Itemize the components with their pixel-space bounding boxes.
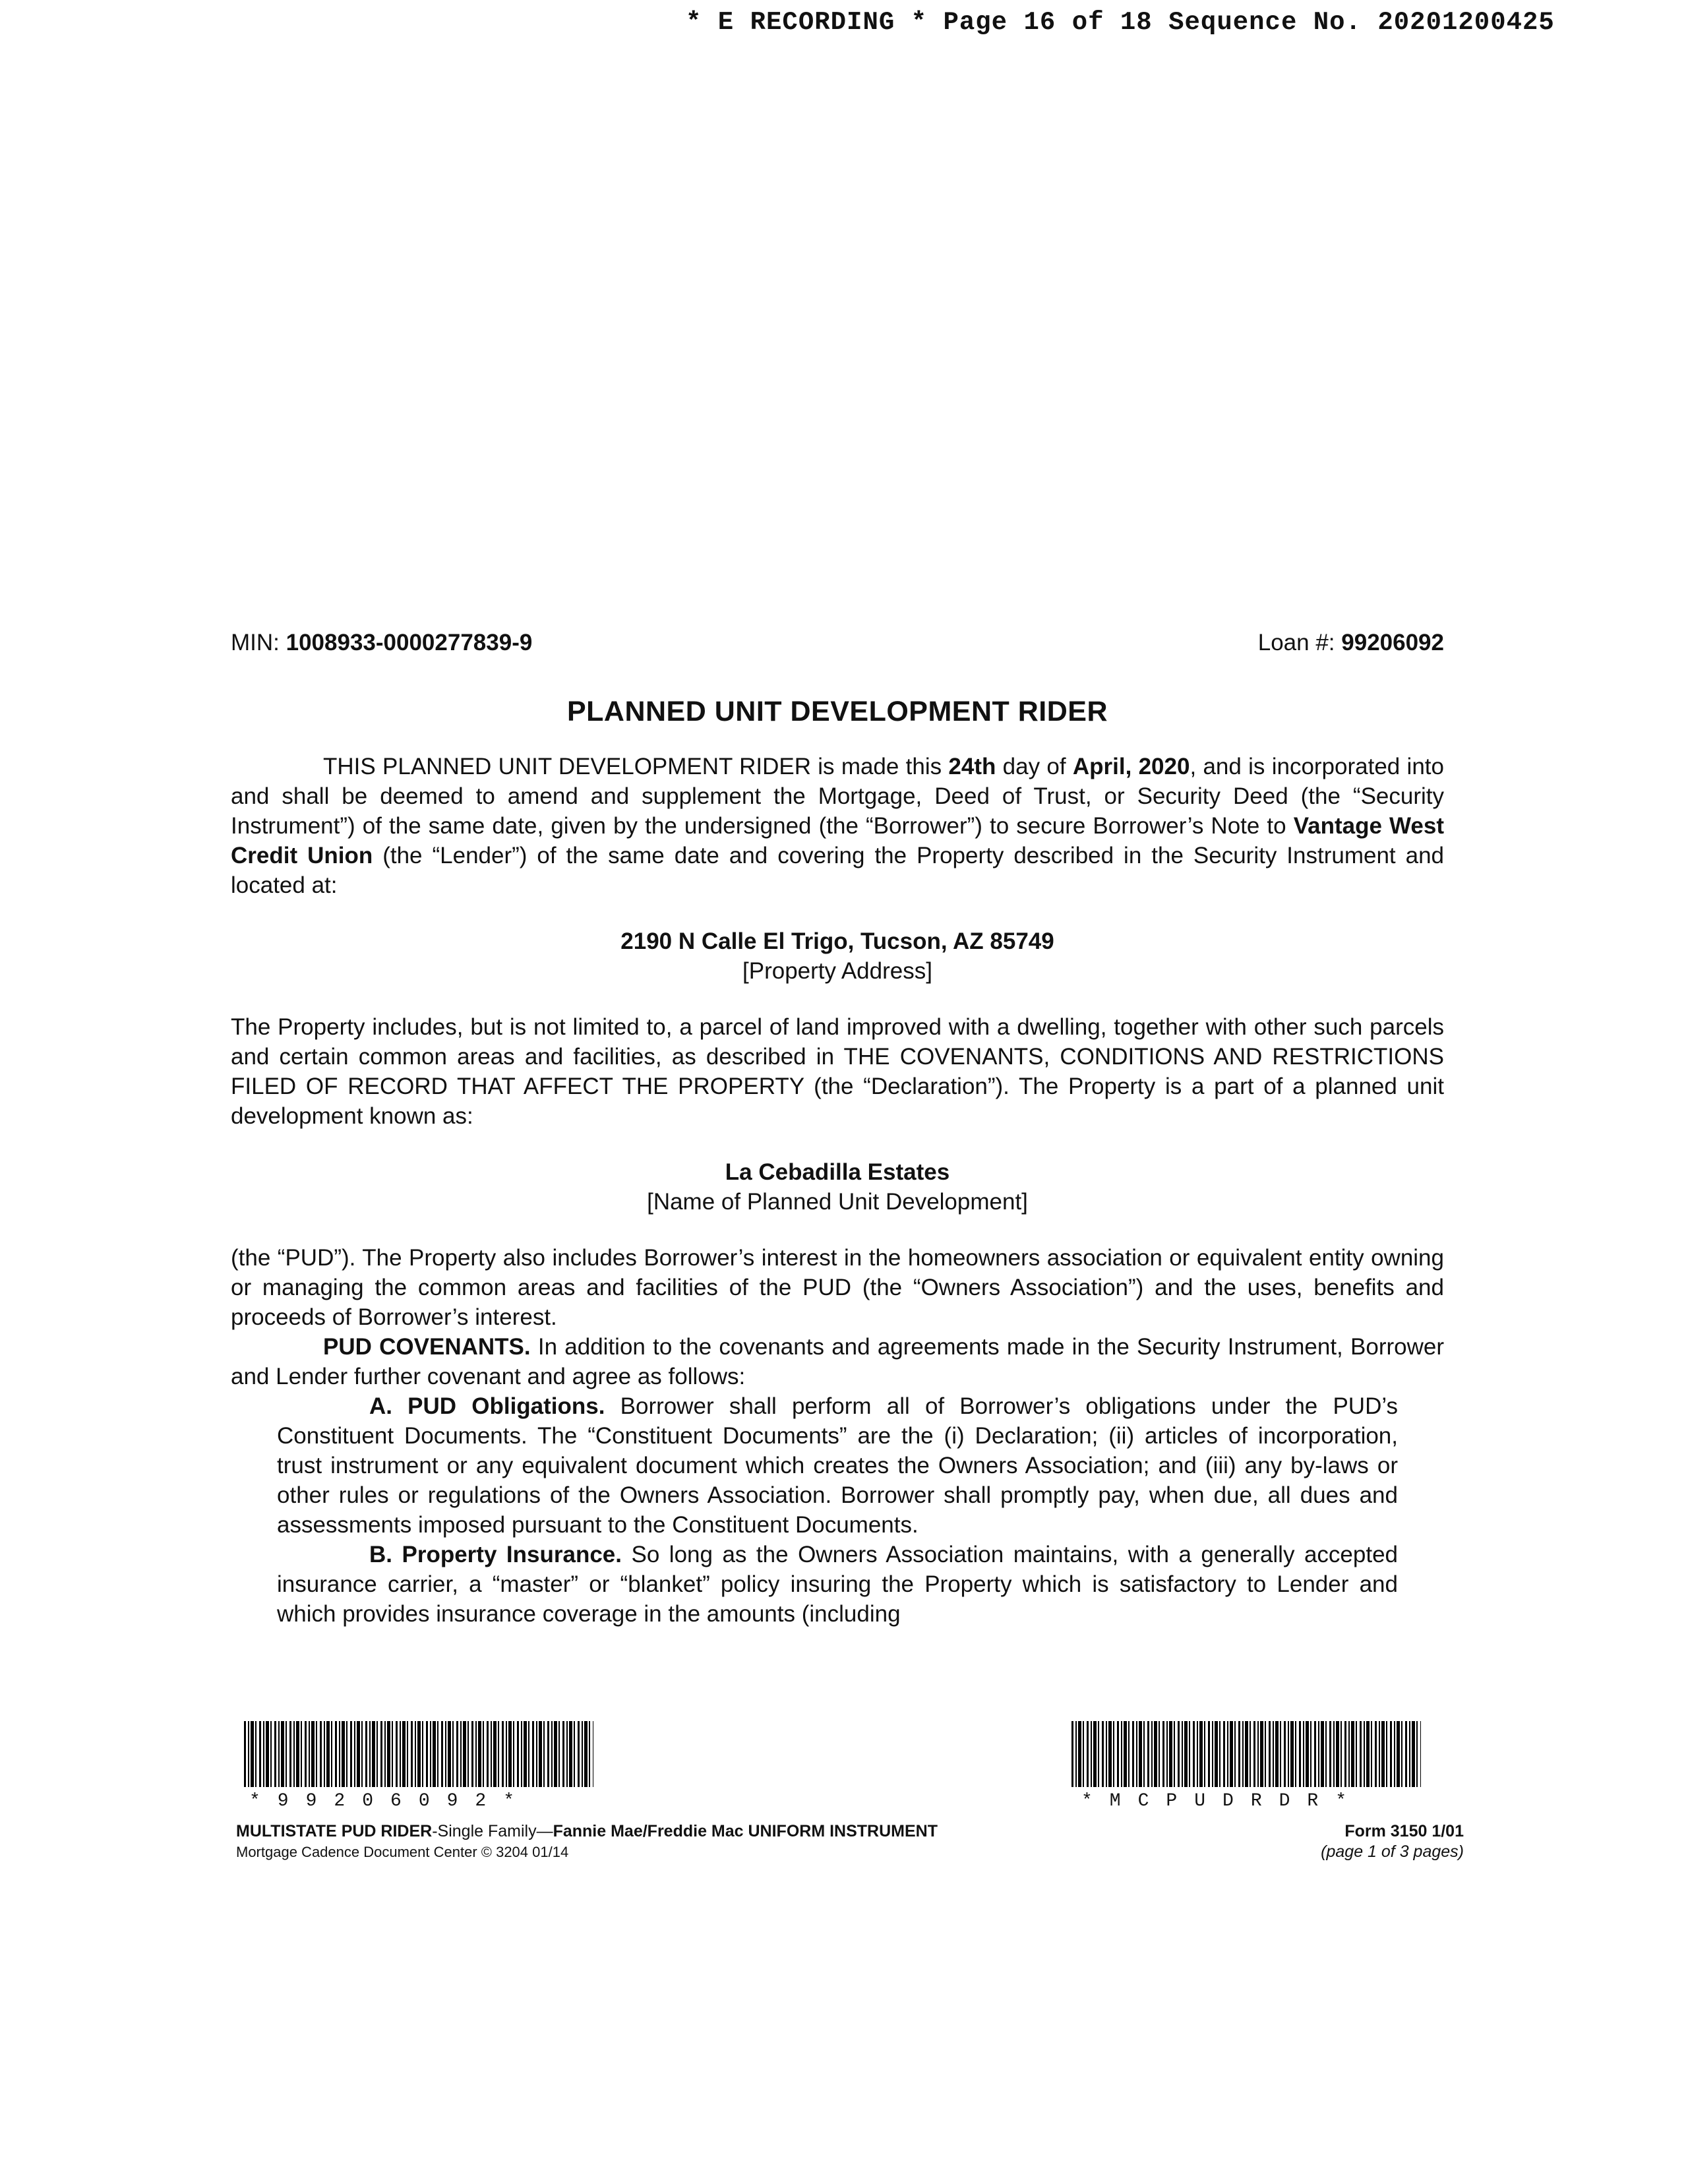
pud-name-block [231, 1157, 1444, 1217]
item-a-pud-obligations: A. PUD Obligations. Borrower shall perform all of Borrower’s obligations under the PUD’s Constituent Documents. The “Constituent Documents” are the (i) Declaration; (ii) articles of incorporation, trust instrument or any equivalent document which creates the Owners Association; and (iii) any by-laws or other rules or regulations of the Owners Association. Borrower shall promptly pay, when due, all dues and assessments imposed pursuant to the Constituent Documents. [277, 1393, 1398, 1538]
loan-number [1258, 630, 1444, 669]
item-b-property-insurance: B. Property Insurance. So long as the Owners Association maintains, with a generally accepted insurance carrier, a “master” or “blanket” policy insuring the Property which is satisfactory to Lender and which provides insurance coverage in the amounts (including [277, 1542, 1398, 1627]
property-address: 2190 N Calle El Trigo, Tucson, AZ 85749 [620, 928, 1054, 954]
page-count: (page 1 of 3 pages) [1321, 1842, 1464, 1861]
footer-form-title [236, 1821, 938, 1862]
footer-rider-name: MULTISTATE PUD RIDER [236, 1822, 433, 1840]
identifier-row [231, 630, 1444, 669]
min-label: MIN: [231, 630, 280, 655]
min-number [231, 630, 532, 669]
covenants-paragraph: PUD COVENANTS. In addition to the covenants and agreements made in the Security Instrument, Borrower and Lender further covenant and agree as follows: [231, 1334, 1444, 1389]
pud-name-caption: [Name of Planned Unit Development] [647, 1189, 1028, 1215]
barcode-loan-text: *99206092* [249, 1791, 532, 1811]
min-value: 1008933-0000277839-9 [286, 630, 533, 655]
property-address-caption: [Property Address] [742, 958, 932, 984]
rider-date: April, 2020 [1072, 754, 1190, 779]
loan-label: Loan #: [1257, 630, 1335, 655]
item-b-heading: B. Property Insurance. [369, 1542, 622, 1567]
footer-form-number [1253, 1821, 1464, 1862]
property-address-block [231, 926, 1444, 986]
barcode-form [1071, 1721, 1421, 1787]
footer-instrument: Fannie Mae/Freddie Mac UNIFORM INSTRUMENT [553, 1822, 938, 1840]
barcode-form-text: *MCPUDRDR* [1081, 1791, 1364, 1811]
item-a-heading: A. PUD Obligations. [369, 1393, 605, 1419]
rider-day: 24th [948, 754, 996, 779]
intro-paragraph: THIS PLANNED UNIT DEVELOPMENT RIDER is made this 24th day of April, 2020, and is incorporated into and shall be deemed to amend and supplement the Mortgage, Deed of Trust, or Security Deed (the “Security Instrument”) of the same date, given by the undersigned (the “Borrower”) to secure Borrower’s Note to Vantage West Credit Union (the “Lender”) of the same date and covering the Property described in the Security Instrument and located at: [231, 754, 1444, 898]
barcode-loan [244, 1721, 593, 1787]
lender-name: Vantage West Credit Union [231, 813, 1444, 868]
covenants-heading: PUD COVENANTS. [323, 1334, 531, 1360]
pud-paragraph: (the “PUD”). The Property also includes Borrower’s interest in the homeowners association or equivalent entity owning or managing the common areas and facilities of the PUD (the “Owners Association”) and the uses, benefits and proceeds of Borrower’s interest. [231, 1245, 1444, 1330]
pud-name: La Cebadilla Estates [725, 1159, 950, 1185]
document-body [231, 752, 1444, 1629]
property-paragraph: The Property includes, but is not limited to, a parcel of land improved with a dwelling, together with other such parcels and certain common areas and facilities, as described in THE COVENANTS, CONDITIONS AND RESTRICTIONS FILED OF RECORD THAT AFFECT THE PROPERTY (the “Declaration”). The Property is a part of a planned unit development known as: [231, 1014, 1444, 1129]
recording-header: * E RECORDING * Page 16 of 18 Sequence No. 20201200425 [686, 8, 1555, 37]
loan-value: 99206092 [1341, 630, 1444, 655]
footer-doc-center: Mortgage Cadence Document Center © 3204 01/14 [236, 1844, 569, 1860]
footer-rider-type: -Single Family— [432, 1822, 553, 1840]
form-number: Form 3150 1/01 [1344, 1822, 1464, 1840]
document-title: PLANNED UNIT DEVELOPMENT RIDER [566, 696, 1108, 727]
